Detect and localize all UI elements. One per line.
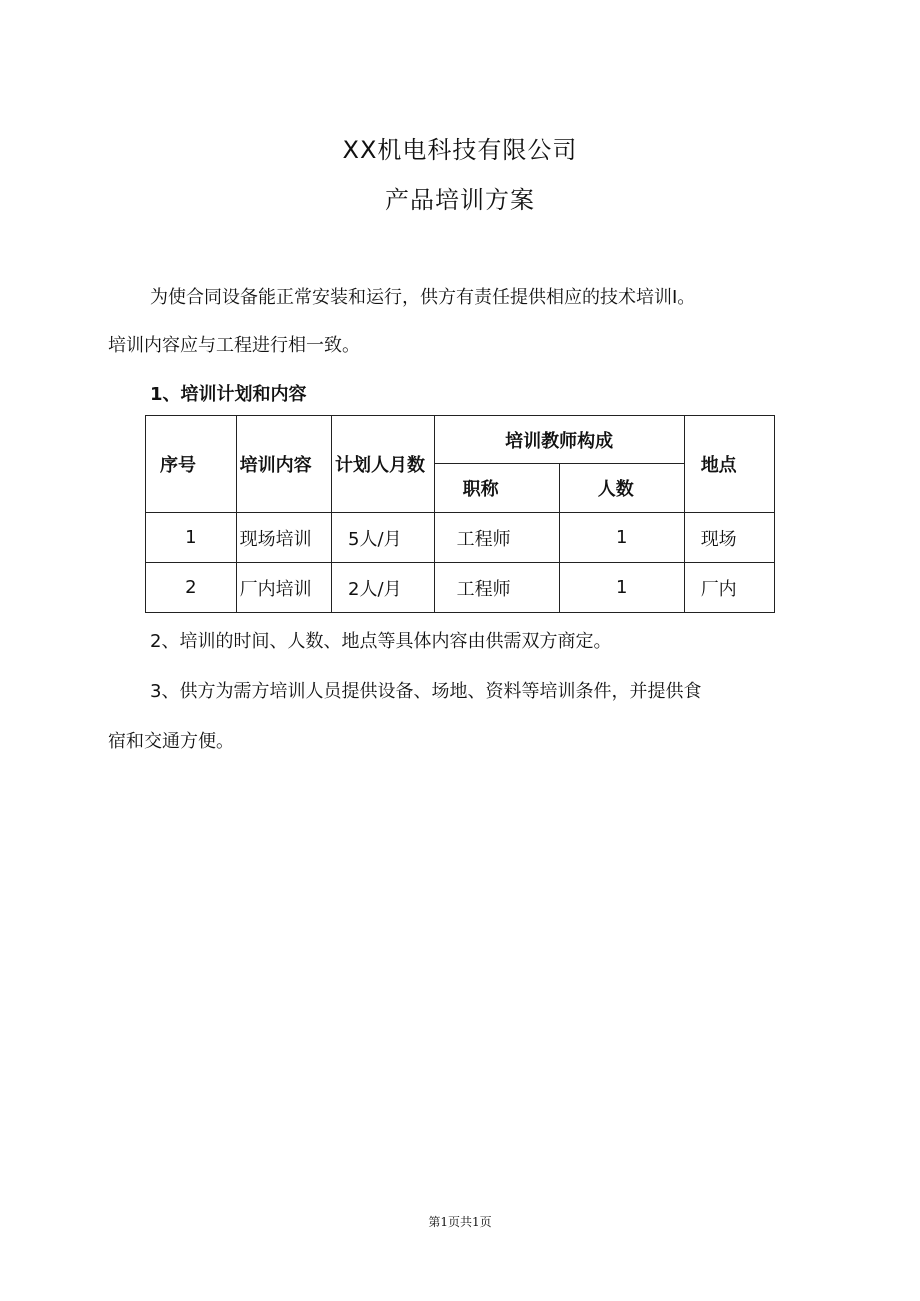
- header-count: 人数: [559, 464, 684, 513]
- header-plan: 计划人月数: [332, 416, 435, 513]
- cell-count: 1: [559, 513, 684, 563]
- cell-content: 厂内培训: [236, 563, 331, 613]
- header-location: 地点: [684, 416, 774, 513]
- header-seq: 序号: [146, 416, 237, 513]
- cell-plan: 5人/月: [332, 513, 435, 563]
- cell-plan: 2人/月: [332, 563, 435, 613]
- header-teachers: 培训教师构成: [434, 416, 684, 464]
- header-title: 职称: [434, 464, 559, 513]
- section-2-paragraph: 2、培训的时间、人数、地点等具体内容由供需双方商定。: [150, 631, 612, 652]
- section-3-paragraph-line-1: 3、供方为需方培训人员提供设备、场地、资料等培训条件，并提供食: [150, 681, 702, 702]
- cell-seq: 2: [146, 563, 237, 613]
- intro-paragraph-line-1: 为使合同设备能正常安装和运行，供方有责任提供相应的技术培训I。: [150, 287, 696, 308]
- company-name: XX机电科技有限公司: [342, 136, 578, 164]
- cell-count: 1: [559, 563, 684, 613]
- cell-content: 现场培训: [236, 513, 331, 563]
- cell-title: 工程师: [434, 563, 559, 613]
- section-1-heading: 1、培训计划和内容: [150, 384, 307, 405]
- header-content: 培训内容: [236, 416, 331, 513]
- cell-location: 厂内: [684, 563, 774, 613]
- training-plan-table: [145, 415, 775, 613]
- intro-paragraph-line-2: 培训内容应与工程进行相一致。: [108, 335, 360, 356]
- document-title: 产品培训方案: [385, 186, 535, 214]
- table-header-row: [146, 416, 775, 464]
- page-footer: 第1页共1页: [428, 1215, 492, 1229]
- section-3-paragraph-line-2: 宿和交通方便。: [108, 731, 234, 752]
- table-row: [146, 563, 775, 613]
- cell-seq: 1: [146, 513, 237, 563]
- cell-title: 工程师: [434, 513, 559, 563]
- cell-location: 现场: [684, 513, 774, 563]
- table-row: [146, 513, 775, 563]
